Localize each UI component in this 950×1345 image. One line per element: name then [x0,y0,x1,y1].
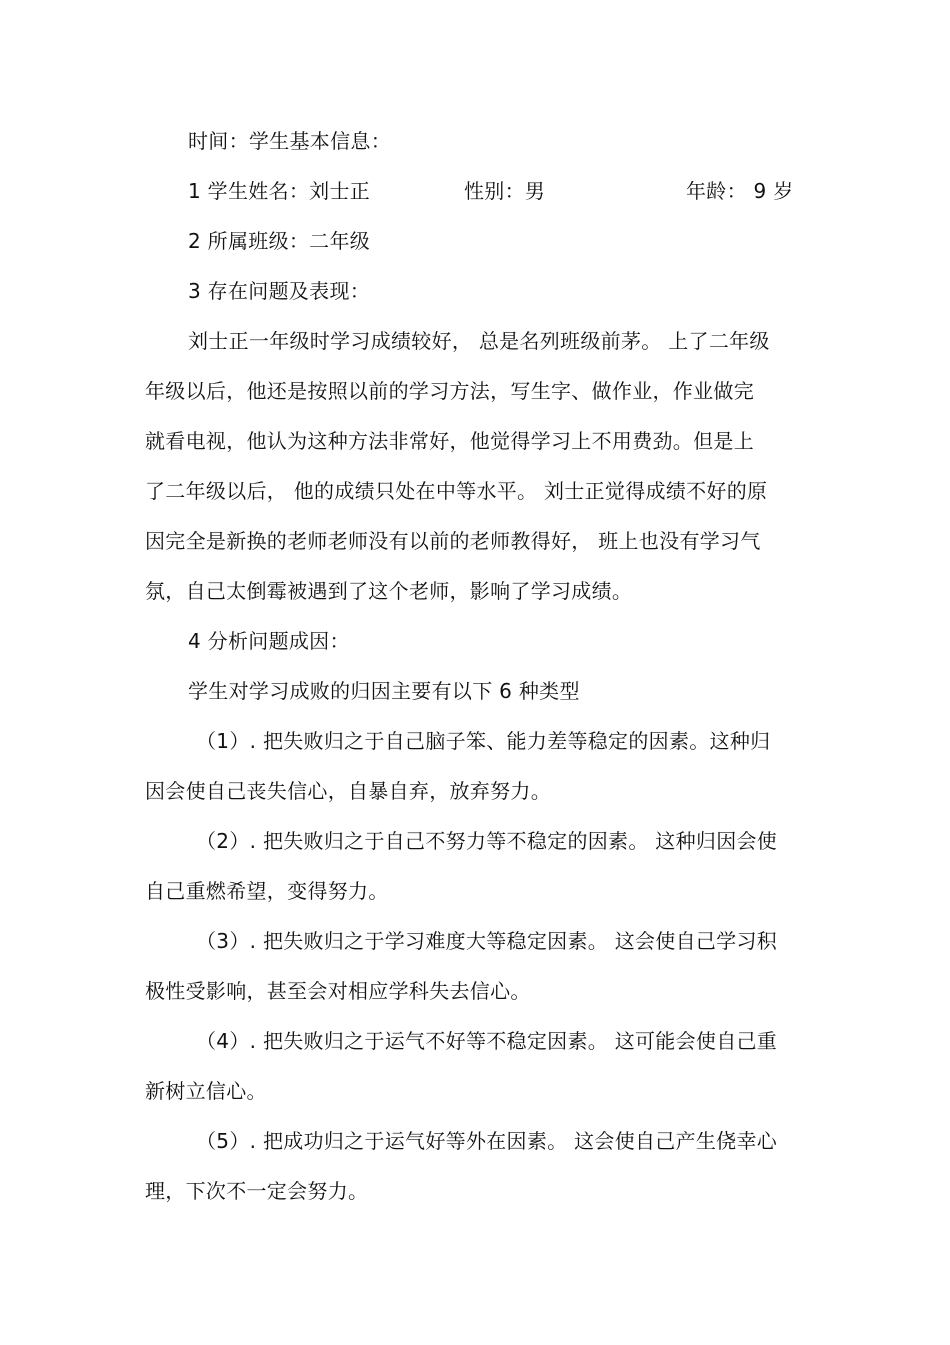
problem-paragraph-line: 氛，自己太倒霉被遇到了这个老师，影响了学习成绩。 [145,579,633,603]
student-name: 1 学生姓名：刘士正 [188,179,371,203]
problem-paragraph-line: 因完全是新换的老师老师没有以前的老师教得好， 班上也没有学习气 [145,529,761,553]
attribution-item-second-line: 新树立信心。 [145,1079,267,1103]
attribution-item-first-line: （3）. 把失败归之于学习难度大等稳定因素。 这会使自己学习积 [196,929,778,953]
analysis-intro: 学生对学习成败的归因主要有以下 6 种类型 [188,679,580,703]
attribution-item-first-line: （4）. 把失败归之于运气不好等不稳定因素。 这可能会使自己重 [196,1029,778,1053]
problem-paragraph-line: 了二年级以后， 他的成绩只处在中等水平。 刘士正觉得成绩不好的原 [145,479,768,503]
problem-heading: 3 存在问题及表现： [188,279,371,303]
problem-paragraph-line: 就看电视，他认为这种方法非常好，他觉得学习上不用费劲。但是上 [145,429,754,453]
problem-paragraph-line: 刘士正一年级时学习成绩较好， 总是名列班级前茅。 上了二年级 [188,329,770,353]
header-line: 时间：学生基本信息： [188,129,391,153]
attribution-item-first-line: （2）. 把失败归之于自己不努力等不稳定的因素。 这种归因会使 [196,829,778,853]
attribution-item-second-line: 极性受影响，甚至会对相应学科失去信心。 [145,979,531,1003]
class-line: 2 所属班级：二年级 [188,229,371,253]
analysis-heading: 4 分析问题成因： [188,629,350,653]
student-gender: 性别：男 [464,179,546,203]
attribution-item-second-line: 自己重燃希望，变得努力。 [145,879,389,903]
attribution-item-second-line: 因会使自己丧失信心，自暴自弃，放弃努力。 [145,779,551,803]
problem-paragraph-line: 年级以后，他还是按照以前的学习方法，写生字、做作业，作业做完 [145,379,754,403]
attribution-item-second-line: 理，下次不一定会努力。 [145,1179,369,1203]
attribution-item-first-line: （1）. 把失败归之于自己脑子笨、能力差等稳定的因素。这种归 [196,729,771,753]
student-age: 年龄： 9 岁 [686,179,794,203]
student-info-row [188,178,808,204]
attribution-item-first-line: （5）. 把成功归之于运气好等外在因素。 这会使自己产生侥幸心 [196,1129,778,1153]
